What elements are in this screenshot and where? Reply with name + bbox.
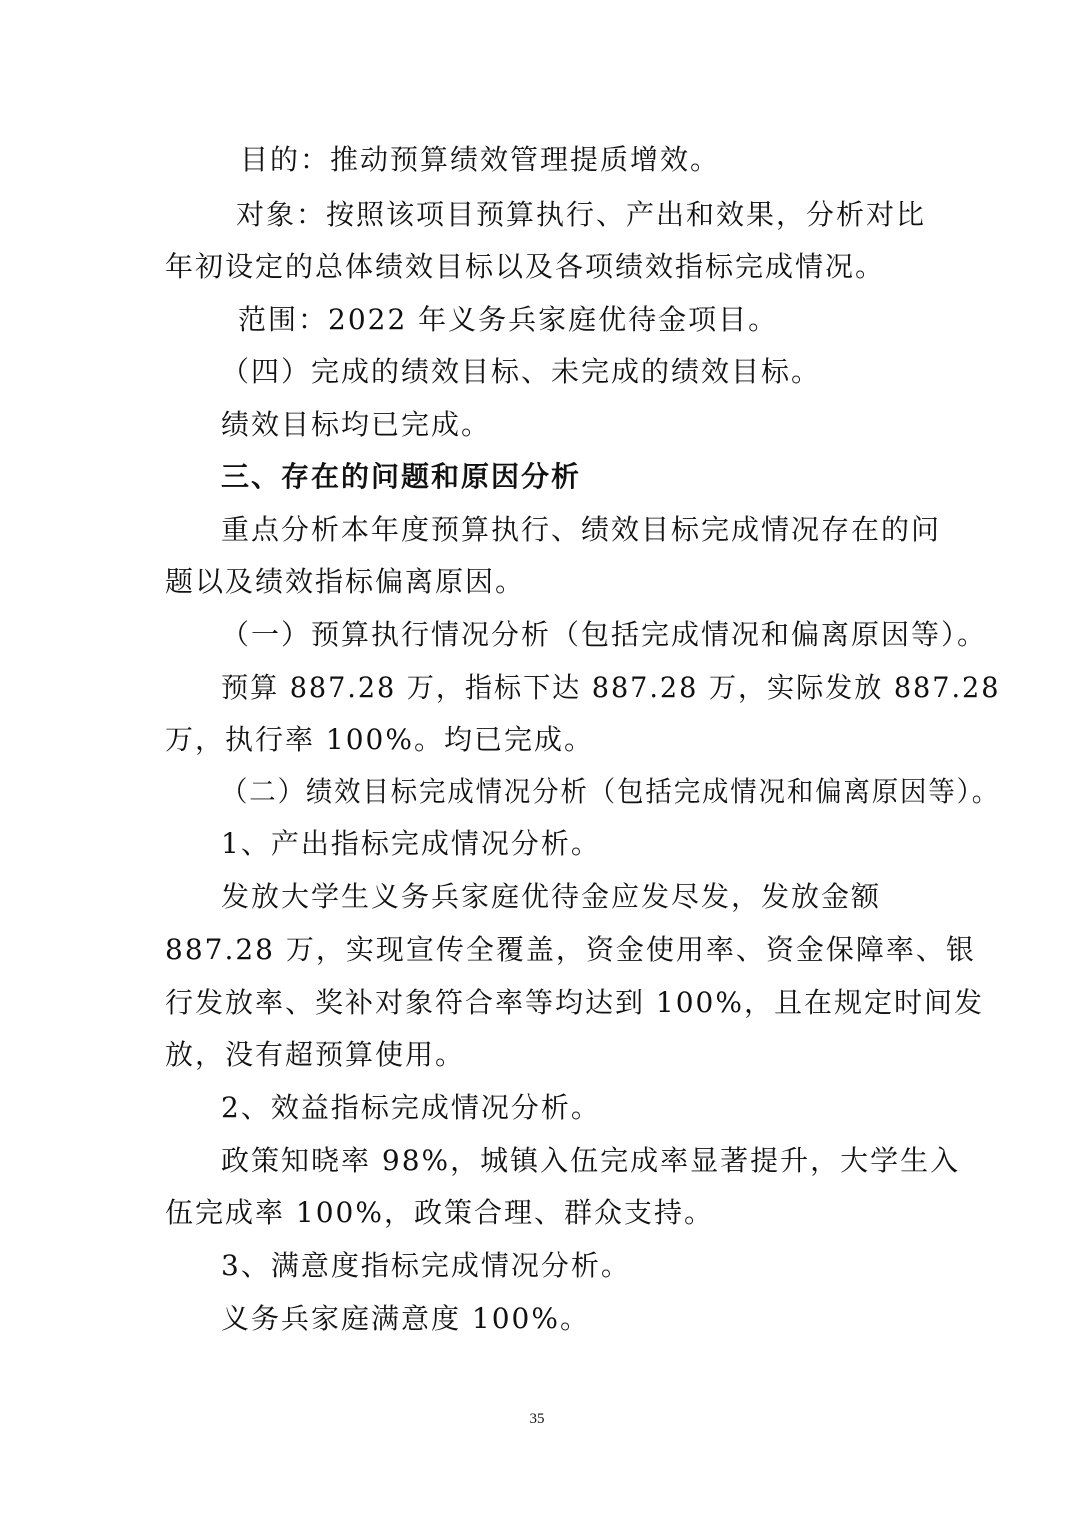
paragraph-object-line2: 年初设定的总体绩效目标以及各项绩效指标完成情况。: [165, 250, 886, 283]
paragraph-satisfaction: 义务兵家庭满意度 100%。: [221, 1302, 590, 1335]
paragraph-budget-line1: 预算 887.28 万，指标下达 887.28 万，实际发放 887.28: [221, 671, 1001, 704]
subheading-goals-completed: （四）完成的绩效目标、未完成的绩效目标。: [221, 355, 822, 388]
paragraph-output-line3: 行发放率、奖补对象符合率等均达到 100%，且在规定时间发: [165, 986, 984, 1019]
subheading-goal-completion: （二）绩效目标完成情况分析（包括完成情况和偏离原因等）。: [221, 775, 1001, 808]
paragraph-analysis-line2: 题以及绩效指标偏离原因。: [165, 565, 526, 598]
paragraph-benefit-line2: 伍完成率 100%，政策合理、群众支持。: [165, 1196, 714, 1229]
subheading-benefit-indicators: 2、效益指标完成情况分析。: [221, 1091, 601, 1124]
paragraph-goals-completed: 绩效目标均已完成。: [221, 408, 492, 441]
paragraph-output-line4: 放，没有超预算使用。: [165, 1038, 466, 1071]
section-heading-problems: 三、存在的问题和原因分析: [221, 460, 582, 493]
paragraph-budget-line2: 万，执行率 100%。均已完成。: [165, 723, 594, 756]
page-number: 35: [529, 1411, 545, 1427]
paragraph-output-line2: 887.28 万，实现宣传全覆盖，资金使用率、资金保障率、银: [165, 933, 976, 966]
paragraph-benefit-line1: 政策知晓率 98%，城镇入伍完成率显著提升，大学生入: [221, 1144, 961, 1177]
subheading-output-indicators: 1、产出指标完成情况分析。: [221, 827, 601, 860]
subheading-budget-execution: （一）预算执行情况分析（包括完成情况和偏离原因等）。: [221, 618, 988, 651]
subheading-satisfaction-indicators: 3、满意度指标完成情况分析。: [221, 1249, 631, 1282]
paragraph-purpose: 目的：推动预算绩效管理提质增效。: [240, 143, 721, 176]
paragraph-output-line1: 发放大学生义务兵家庭优待金应发尽发，发放金额: [221, 880, 882, 913]
paragraph-analysis-line1: 重点分析本年度预算执行、绩效目标完成情况存在的问: [221, 513, 942, 546]
paragraph-object-line1: 对象：按照该项目预算执行、产出和效果，分析对比: [236, 198, 927, 231]
paragraph-scope: 范围：2022 年义务兵家庭优待金项目。: [238, 303, 779, 336]
